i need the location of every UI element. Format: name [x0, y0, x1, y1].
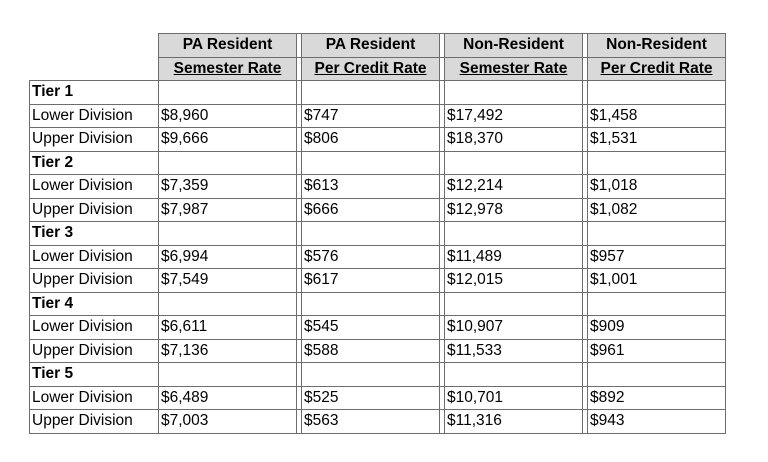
division-label: Lower Division — [30, 245, 159, 269]
rate-cell: $18,370 — [445, 128, 583, 152]
rate-cell: $8,960 — [159, 104, 297, 128]
rate-cell — [302, 363, 440, 387]
rate-cell: $545 — [302, 316, 440, 340]
rate-cell: $11,489 — [445, 245, 583, 269]
rate-cell — [159, 151, 297, 175]
rate-cell: $563 — [302, 410, 440, 434]
table-body — [30, 34, 726, 434]
rate-cell — [302, 81, 440, 105]
rate-cell: $1,531 — [588, 128, 726, 152]
rate-cell — [445, 151, 583, 175]
tier-label: Tier 4 — [30, 292, 159, 316]
tier-row — [30, 292, 726, 316]
corner-cell — [30, 57, 159, 81]
rate-cell: $613 — [302, 175, 440, 199]
tier-row — [30, 81, 726, 105]
rate-cell: $1,001 — [588, 269, 726, 293]
rate-cell: $525 — [302, 386, 440, 410]
header-row-1 — [30, 34, 726, 58]
rate-cell: $6,994 — [159, 245, 297, 269]
rate-cell: $892 — [588, 386, 726, 410]
rate-cell: $6,489 — [159, 386, 297, 410]
header-pa-resident-1: PA Resident — [159, 34, 297, 58]
rate-cell: $957 — [588, 245, 726, 269]
corner-cell — [30, 34, 159, 58]
rate-cell: $6,611 — [159, 316, 297, 340]
division-label: Lower Division — [30, 175, 159, 199]
rate-cell: $7,549 — [159, 269, 297, 293]
rate-cell: $10,907 — [445, 316, 583, 340]
header-non-resident-2: Non-Resident — [588, 34, 726, 58]
tier-label: Tier 3 — [30, 222, 159, 246]
rate-cell: $576 — [302, 245, 440, 269]
rate-cell: $11,316 — [445, 410, 583, 434]
division-label: Upper Division — [30, 269, 159, 293]
rate-cell — [588, 81, 726, 105]
rate-cell: $12,214 — [445, 175, 583, 199]
rate-cell: $7,136 — [159, 339, 297, 363]
table-row — [30, 386, 726, 410]
rate-cell — [159, 292, 297, 316]
table-row — [30, 245, 726, 269]
rate-cell — [588, 222, 726, 246]
rate-cell: $10,701 — [445, 386, 583, 410]
tuition-rate-table-wrapper — [29, 33, 726, 434]
tier-label: Tier 5 — [30, 363, 159, 387]
rate-cell — [445, 363, 583, 387]
header-semester-rate-2: Semester Rate — [445, 57, 583, 81]
rate-cell: $1,082 — [588, 198, 726, 222]
rate-cell — [302, 222, 440, 246]
rate-cell — [159, 222, 297, 246]
header-non-resident-1: Non-Resident — [445, 34, 583, 58]
table-row — [30, 316, 726, 340]
tier-row — [30, 151, 726, 175]
rate-cell — [302, 151, 440, 175]
division-label: Upper Division — [30, 128, 159, 152]
rate-cell — [445, 292, 583, 316]
tier-label: Tier 1 — [30, 81, 159, 105]
tier-label: Tier 2 — [30, 151, 159, 175]
rate-cell: $747 — [302, 104, 440, 128]
rate-cell — [159, 81, 297, 105]
rate-cell: $11,533 — [445, 339, 583, 363]
header-row-2 — [30, 57, 726, 81]
rate-cell: $943 — [588, 410, 726, 434]
table-row — [30, 175, 726, 199]
header-per-credit-rate-2: Per Credit Rate — [588, 57, 726, 81]
table-row — [30, 198, 726, 222]
rate-cell: $12,015 — [445, 269, 583, 293]
table-row — [30, 269, 726, 293]
rate-cell — [588, 151, 726, 175]
rate-cell: $588 — [302, 339, 440, 363]
table-row — [30, 410, 726, 434]
rate-cell: $12,978 — [445, 198, 583, 222]
table-row — [30, 128, 726, 152]
rate-cell — [588, 363, 726, 387]
division-label: Lower Division — [30, 104, 159, 128]
rate-cell — [445, 81, 583, 105]
tuition-rate-table — [29, 33, 726, 434]
table-row — [30, 339, 726, 363]
division-label: Upper Division — [30, 339, 159, 363]
division-label: Lower Division — [30, 316, 159, 340]
tier-row — [30, 363, 726, 387]
table-row — [30, 104, 726, 128]
division-label: Upper Division — [30, 198, 159, 222]
rate-cell: $961 — [588, 339, 726, 363]
rate-cell — [588, 292, 726, 316]
rate-cell: $1,018 — [588, 175, 726, 199]
rate-cell: $7,003 — [159, 410, 297, 434]
division-label: Upper Division — [30, 410, 159, 434]
tier-row — [30, 222, 726, 246]
rate-cell: $617 — [302, 269, 440, 293]
rate-cell — [159, 363, 297, 387]
rate-cell: $9,666 — [159, 128, 297, 152]
rate-cell: $7,987 — [159, 198, 297, 222]
division-label: Lower Division — [30, 386, 159, 410]
rate-cell: $7,359 — [159, 175, 297, 199]
header-per-credit-rate-1: Per Credit Rate — [302, 57, 440, 81]
rate-cell: $1,458 — [588, 104, 726, 128]
rate-cell: $666 — [302, 198, 440, 222]
header-pa-resident-2: PA Resident — [302, 34, 440, 58]
rate-cell — [302, 292, 440, 316]
rate-cell: $17,492 — [445, 104, 583, 128]
rate-cell: $806 — [302, 128, 440, 152]
rate-cell: $909 — [588, 316, 726, 340]
rate-cell — [445, 222, 583, 246]
header-semester-rate-1: Semester Rate — [159, 57, 297, 81]
